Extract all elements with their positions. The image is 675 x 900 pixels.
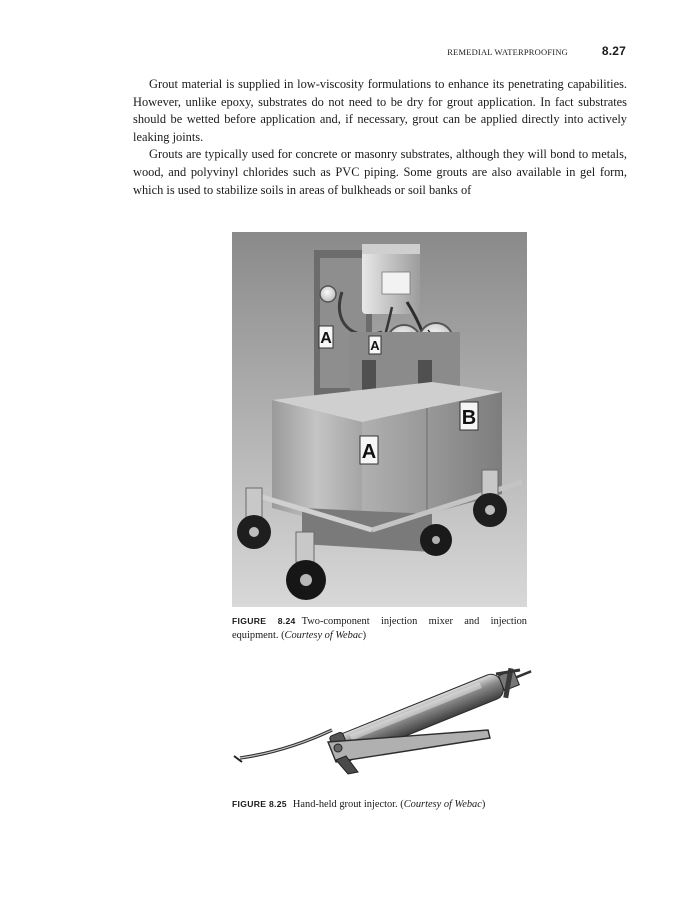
tank-label-text: B [461,407,477,429]
tank-label-text: A [361,441,377,463]
page-number: 8.27 [601,44,626,58]
body-text [133,76,627,199]
caption-credit: Courtesy of Webac [403,799,482,810]
running-head-title: REMEDIAL WATERPROOFING [447,47,568,57]
caption-figure-8-24 [232,614,527,643]
caption-label: FIGURE 8.25 [232,799,287,809]
figure-injection-mixer [232,232,527,607]
tank-label-text: A [370,338,380,353]
paragraph-grout-uses: Grouts are typically used for concrete or masonry substrates, although they will bond to metals, wood, and polyvinyl chlorides such as PVC piping. Some grouts are also available in gel form, which is used to stabilize soils in areas of bulkheads or soil banks of [133,147,627,197]
caption-figure-8-25 [232,797,532,812]
caption-credit: Courtesy of Webac [284,630,363,641]
caption-label: FIGURE 8.24 [232,616,296,626]
credit-open-paren: ( [400,799,404,810]
paragraph-grout-viscosity: Grout material is supplied in low-viscosity formulations to enhance its penetrating capabilities. However, unlike epoxy, substrates do not need to be dry for grout application. In fact substrates should be wetted before application and, if necessary, grout can be applied directly into actively leaking joints. [133,77,627,144]
credit-close-paren: ) [481,799,486,810]
running-head [133,44,626,60]
credit-open-paren: ( [281,630,285,641]
caption-text: Two-component injection mixer and injection equipment. [232,616,527,641]
credit-close-paren: ) [362,630,367,641]
caption-text: Hand-held grout injector. [292,799,398,810]
grout-injector-drawing [228,662,538,790]
figure-grout-injector [228,662,538,790]
tank-label-text: A [320,330,332,347]
injection-mixer-photo [232,232,527,607]
